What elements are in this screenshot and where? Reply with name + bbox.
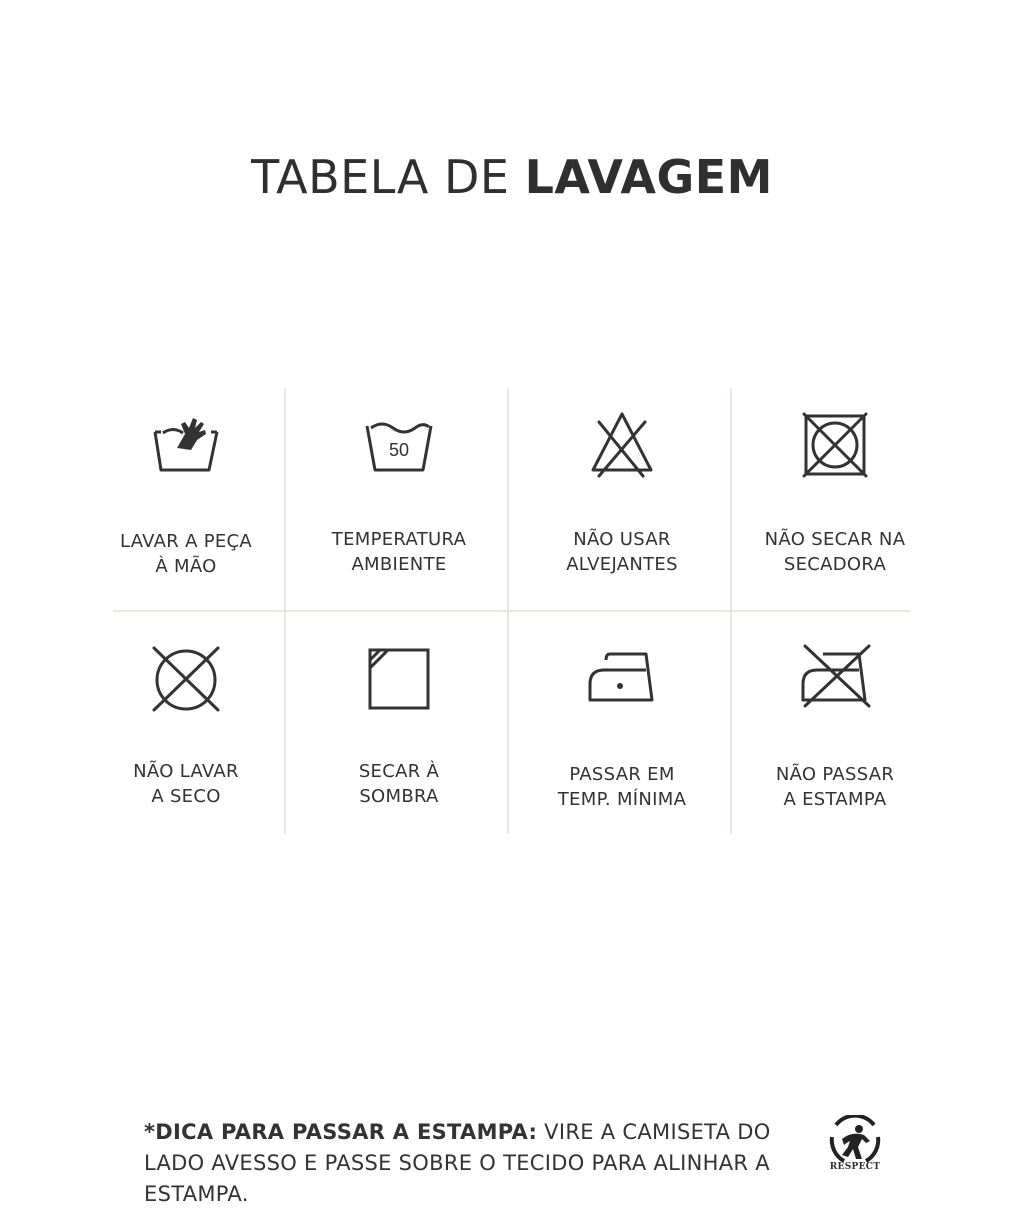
care-item-no-iron [725,612,945,834]
care-item-no-dry-clean [76,612,296,834]
care-symbols-grid [113,388,910,834]
care-item-no-bleach [512,388,732,610]
tip-text: VIRE A CAMISETA DO LADO AVESSO E PASSE SOBRE O TECIDO PARA ALINHAR A ESTAMPA. [144,1120,771,1206]
tip-heading: *DICA PARA PASSAR A ESTAMPA: [144,1120,538,1144]
no-dry-clean-icon [146,644,226,714]
care-label: NÃO PASSAR A ESTAMPA [775,764,895,810]
care-item-hand-wash [76,388,296,610]
care-item-temperature [289,388,509,610]
care-label: NÃO USAR ALVEJANTES [566,529,678,575]
care-label: SECAR À SOMBRA [358,761,440,807]
care-label: NÃO SECAR NA SECADORA [764,529,906,575]
care-label: TEMPERATURA AMBIENTE [331,529,467,575]
ironing-tip [144,1117,824,1210]
temperature-value: 50 [388,440,410,460]
care-item-no-tumble-dry [725,388,945,610]
care-label: NÃO LAVAR A SECO [133,761,239,807]
iron-low-temp-icon [586,648,658,706]
no-bleach-icon [587,410,657,478]
page-title [0,150,1024,204]
hand-wash-icon [151,414,221,476]
no-tumble-dry-icon [800,410,870,478]
logo-text: RESPECT [829,1162,881,1172]
care-item-dry-shade [289,612,509,834]
care-label: PASSAR EM TEMP. MÍNIMA [557,764,687,810]
title-bold: LAVAGEM [524,150,773,204]
title-regular: TABELA DE [251,150,525,204]
dry-in-shade-icon [366,646,432,712]
wash-tub-50-icon [363,418,435,476]
no-iron-icon [795,640,875,710]
care-item-iron-low [512,612,732,834]
care-label: LAVAR A PEÇA À MÃO [119,531,253,577]
